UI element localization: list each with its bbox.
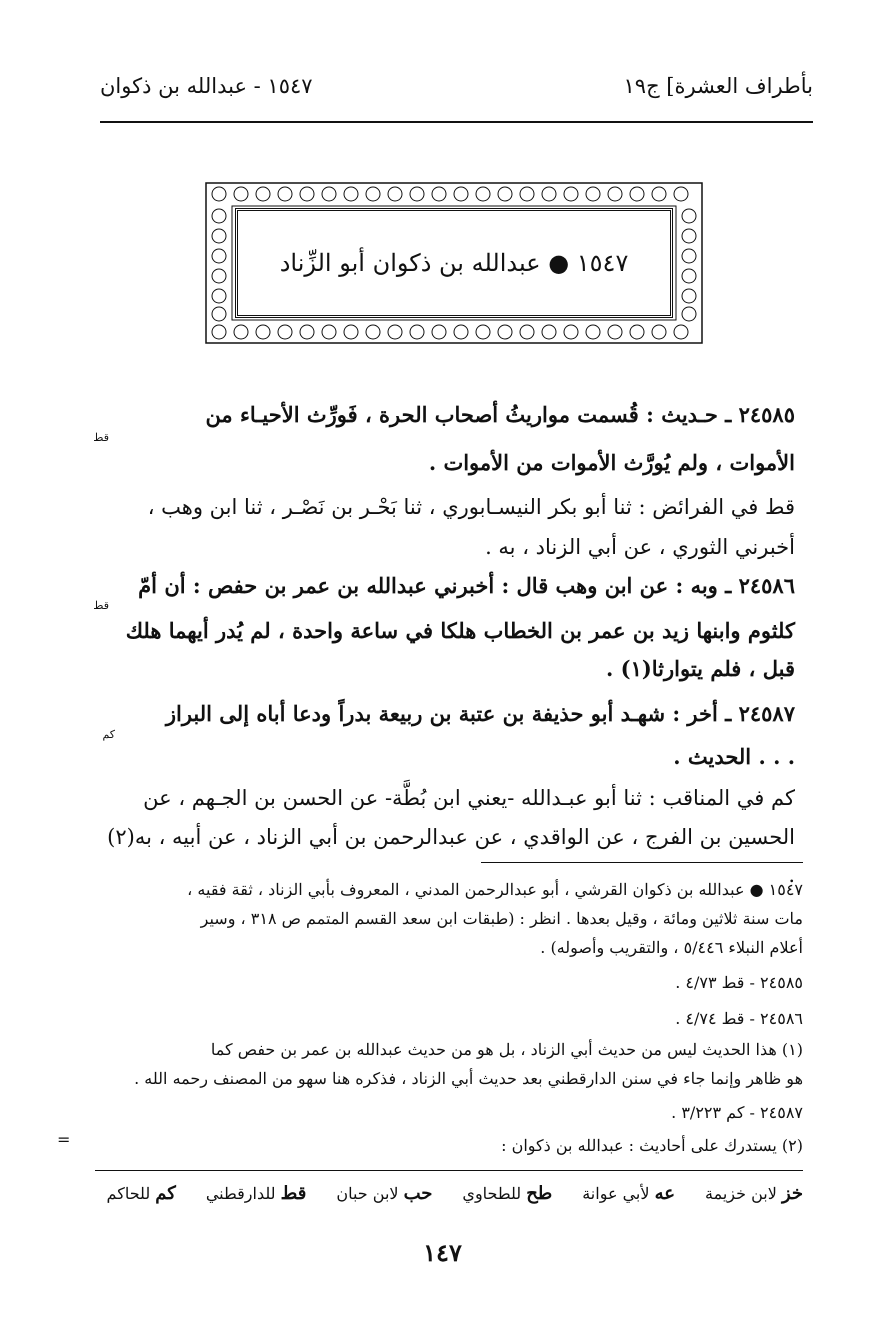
legend-text: لابن حبان xyxy=(336,1184,399,1203)
legend-abbr: قط xyxy=(280,1183,307,1204)
running-header-section: ١٥٤٧ - عبدالله بن ذكوان xyxy=(100,74,313,98)
legend-text: لأبي عوانة xyxy=(582,1184,650,1203)
footnote-rule xyxy=(481,862,803,863)
legend-item xyxy=(107,1183,176,1204)
footnote-line: هو ظاهر وإنما جاء في سنن الدارقطني بعد حديث أبي الزناد ، فذكره هنا سهو من المصنف رحمه الله . xyxy=(134,1069,803,1088)
legend-abbr: عه xyxy=(654,1183,675,1204)
ornament-row-top xyxy=(212,187,688,201)
hadith-24585-source1: قط في الفرائض : ثنا أبو بكر النيسـابوري ، ثنا بَحْـر بن نَصْـر ، ثنا ابن وهب ، xyxy=(147,495,795,519)
legend-item xyxy=(582,1183,675,1204)
hadith-24585-source2: أخبرني الثوري ، عن أبي الزناد ، به . xyxy=(485,535,795,559)
source-tag: قط xyxy=(93,431,109,444)
source-tag: كم xyxy=(102,728,115,741)
footnote-line: ٢٤٥٨٧ - كم ٣/٢٢٣ . xyxy=(671,1103,803,1122)
legend-text: للحاكم xyxy=(106,1184,151,1203)
legend-item xyxy=(336,1183,432,1204)
margin-mark: = xyxy=(57,1130,71,1149)
hadith-24587-source1: كم في المناقب : ثنا أبو عبـدالله -يعني ابن بُطَّة- عن الحسن بن الجـهم ، عن xyxy=(143,786,795,810)
footnote-line: ٢٤٥٨٥ - قط ٤/٧٣ . xyxy=(675,973,803,992)
legend-rule xyxy=(95,1170,803,1171)
legend-text: للدارقطني xyxy=(205,1184,276,1203)
ornament-column-left xyxy=(212,209,226,321)
hadith-24587-source2: الحسين بن الفرج ، عن الواقدي ، عن عبدالرحمن بن أبي الزناد ، عن أبيه ، به(٢) . xyxy=(107,825,795,887)
legend-abbr: حب xyxy=(403,1183,433,1204)
hadith-24586-line2: كلثوم وابنها زيد بن عمر بن الخطاب هلكا في ساعة واحدة ، لم يُدر أيهما هلك xyxy=(125,618,795,643)
hadith-24585-line1: ٢٤٥٨٥ ـ حـديث : قُسمت مواريثُ أصحاب الحرة ، فَورِّث الأحيـاء من xyxy=(205,402,795,427)
legend-abbr: طح xyxy=(526,1183,553,1204)
ornament-row-bottom xyxy=(212,325,688,339)
footnote-line: أعلام النبلاء ٥/٤٤٦ ، والتقريب وأصوله) . xyxy=(540,938,803,957)
chapter-heading-box xyxy=(235,208,673,318)
hadith-24586-line1: ٢٤٥٨٦ ـ وبه : عن ابن وهب قال : أخبرني عبدالله بن عمر بن حفص : أن أمّ xyxy=(138,573,795,598)
legend-abbr: كم xyxy=(155,1183,176,1204)
legend-item xyxy=(705,1183,803,1204)
legend-text: لابن خزيمة xyxy=(705,1184,777,1203)
source-tag: قط xyxy=(93,599,109,612)
header-rule xyxy=(100,121,813,123)
footnote-line: ١٥٤٧ ● عبدالله بن ذكوان القرشي ، أبو عبدالرحمن المدني ، المعروف بأبي الزناد ، ثقة فقيه ، xyxy=(187,880,803,899)
legend-text: للطحاوي xyxy=(462,1184,522,1203)
footnote-line: (٢) يستدرك على أحاديث : عبدالله بن ذكوان : xyxy=(501,1136,803,1155)
abbreviation-legend xyxy=(95,1183,803,1204)
hadith-24586-line3: قبل ، فلم يتوارثا(١) . xyxy=(606,656,795,681)
hadith-24585-line2: الأموات ، ولم يُورَّث الأموات من الأموات . xyxy=(428,450,795,475)
legend-abbr: خز xyxy=(781,1183,803,1204)
running-header-title: بأطراف العشرة] ج١٩ xyxy=(623,74,813,98)
ornament-column-right xyxy=(682,209,696,321)
footnote-line: ٢٤٥٨٦ - قط ٤/٧٤ . xyxy=(675,1009,803,1028)
hadith-24587-line1: ٢٤٥٨٧ ـ أخر : شهـد أبو حذيفة بن عتبة بن ربيعة بدراً ودعا أباه إلى البراز xyxy=(165,701,795,726)
page-number: ١٤٧ xyxy=(423,1238,462,1267)
footnote-line: مات سنة ثلاثين ومائة ، وقيل بعدها . انظر : (طبقات ابن سعد القسم المتمم ص ٣١٨ ، وسير xyxy=(200,909,803,928)
hadith-24587-line2: . . . الحديث . xyxy=(673,744,795,769)
chapter-heading: ١٥٤٧ ● عبدالله بن ذكوان أبو الزِّناد xyxy=(279,249,629,277)
legend-item xyxy=(206,1183,306,1204)
legend-item xyxy=(462,1183,552,1204)
footnote-line: (١) هذا الحديث ليس من حديث أبي الزناد ، بل هو من حديث عبدالله بن عمر بن حفص كما xyxy=(210,1040,803,1059)
